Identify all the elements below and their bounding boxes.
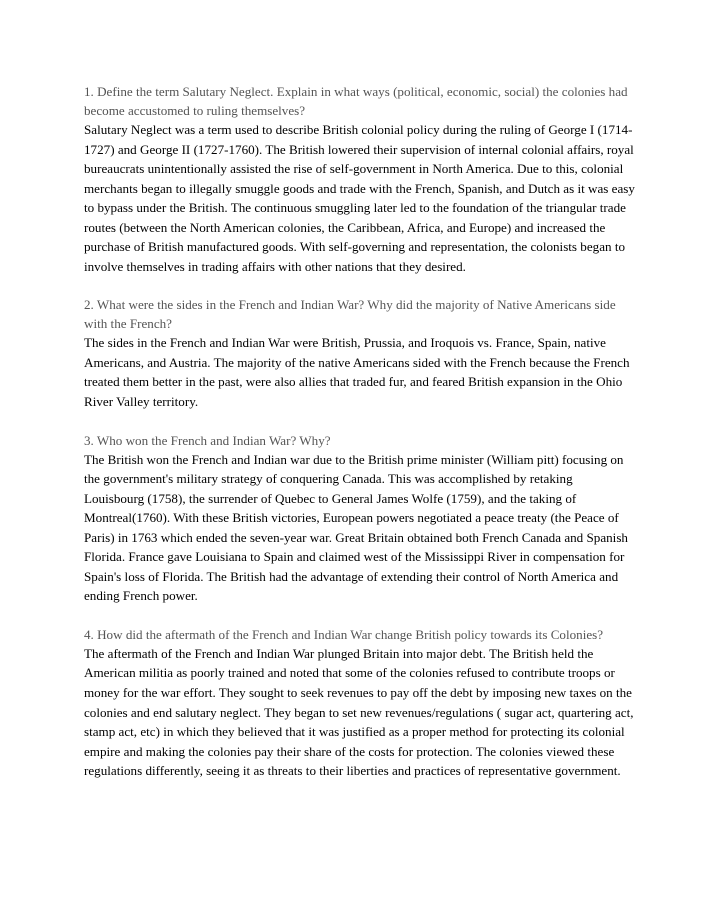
qa-item-2: [84, 295, 636, 411]
document-page: [84, 82, 636, 800]
qa-item-3: [84, 431, 636, 606]
question-1: 1. Define the term Salutary Neglect. Explain in what ways (political, economic, social) the colonies had become accustomed to ruling themselves?: [84, 84, 628, 118]
answer-2: The sides in the French and Indian War were British, Prussia, and Iroquois vs. France, Spain, native Americans, and Austria. The majority of the native Americans sided with the French because the French treated them better in the past, were also allies that traded fur, and feared British expansion in the Ohio River Valley territory.: [84, 335, 630, 410]
answer-3: The British won the French and Indian war due to the British prime minister (William pitt) focusing on the government's military strategy of conquering Canada. This was accomplished by retaking Louisbourg (1758), the surrender of Quebec to General James Wolfe (1759), and the taking of Montreal(1760). With these British victories, European powers negotiated a peace treaty (the Peace of Paris) in 1763 which ended the seven-year war. Great Britain obtained both French Canada and Spanish Florida. France gave Louisiana to Spain and claimed west of the Mississippi River in compensation for Spain's loss of Florida. The British had the advantage of extending their control of North America and ending French power.: [84, 451, 628, 604]
qa-item-4: [84, 625, 636, 781]
question-4: 4. How did the aftermath of the French and Indian War change British policy towards its Colonies?: [84, 626, 604, 642]
answer-1: Salutary Neglect was a term used to describe British colonial policy during the ruling of George I (1714-1727) and George II (1727-1760). The British lowered their supervision of internal colonial affairs, royal bureaucrats unintentionally assisted the rise of self-government in North America. Due to this, colonial merchants began to illegally smuggle goods and trade with the French, Spanish, and Dutch as it was easy to bypass under the British. The continuous smuggling later led to the foundation of the triangular trade routes (between the North American colonies, the Caribbean, Africa, and Europe) and increased the purchase of British manufactured goods. With self-governing and representation, the colonists began to involve themselves in trading affairs with other nations that they desired.: [84, 122, 635, 274]
question-3: 3. Who won the French and Indian War? Why?: [84, 432, 331, 448]
question-2: 2. What were the sides in the French and Indian War? Why did the majority of Native Americans side with the French?: [84, 297, 616, 332]
answer-4: The aftermath of the French and Indian War plunged Britain into major debt. The British held the American militia as poorly trained and noted that some of the colonies refused to contribute troops or money for the war effort. They sought to seek revenues to pay off the debt by imposing new taxes on the colonies and end salutary neglect. They began to set new revenues/regulations ( sugar act, quartering act, stamp act, etc) in which they believed that it was justified as a proper method for protecting its colonial empire and making the colonies pay their share of the costs for protection. The colonies viewed these regulations differently, seeing it as threats to their liberties and practices of representative government.: [84, 645, 634, 779]
qa-item-1: [84, 82, 636, 276]
